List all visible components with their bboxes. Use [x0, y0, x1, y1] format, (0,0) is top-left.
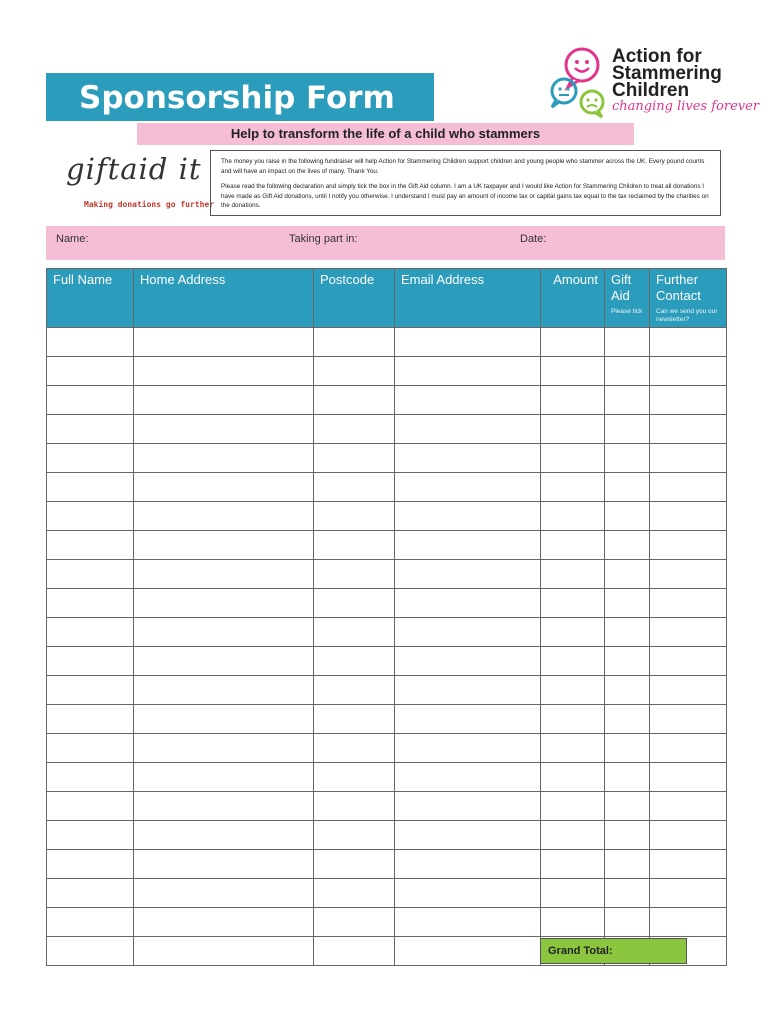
col-full-name: Full Name — [47, 269, 134, 328]
cell-gift-aid[interactable] — [605, 531, 650, 560]
cell-amount[interactable] — [541, 589, 605, 618]
cell-email-address[interactable] — [395, 618, 541, 647]
cell-postcode[interactable] — [314, 328, 395, 357]
cell-full-name[interactable] — [47, 502, 134, 531]
cell-amount[interactable] — [541, 705, 605, 734]
title-banner — [46, 73, 434, 121]
cell-full-name[interactable] — [47, 821, 134, 850]
table-row — [47, 531, 727, 560]
date-label: Date: — [520, 233, 547, 245]
cell-further-contact[interactable] — [650, 792, 727, 821]
cell-full-name[interactable] — [47, 763, 134, 792]
table-row — [47, 357, 727, 386]
cell-full-name[interactable] — [47, 908, 134, 937]
subtitle-banner: Help to transform the life of a child who stammers — [137, 123, 634, 145]
cell-full-name[interactable] — [47, 618, 134, 647]
cell-gift-aid[interactable] — [605, 444, 650, 473]
cell-email-address[interactable] — [395, 531, 541, 560]
cell-gift-aid[interactable] — [605, 386, 650, 415]
cell-amount[interactable] — [541, 676, 605, 705]
cell-full-name[interactable] — [47, 531, 134, 560]
giftaid-wordmark: giftaid it — [66, 152, 202, 186]
col-email-address: Email Address — [395, 269, 541, 328]
cell-amount[interactable] — [541, 618, 605, 647]
cell-email-address[interactable] — [395, 676, 541, 705]
cell-further-contact[interactable] — [650, 502, 727, 531]
cell-further-contact[interactable] — [650, 908, 727, 937]
cell-postcode[interactable] — [314, 618, 395, 647]
cell-full-name[interactable] — [47, 589, 134, 618]
cell-home-address[interactable] — [134, 444, 314, 473]
table-row — [47, 705, 727, 734]
cell-email-address[interactable] — [395, 473, 541, 502]
col-gift-aid: Gift Aid Please tick — [605, 269, 650, 328]
cell-home-address[interactable] — [134, 531, 314, 560]
cell-further-contact[interactable] — [650, 734, 727, 763]
name-label: Name: — [56, 233, 89, 245]
col-further-contact: Further Contact Can we send you our newsletter? — [650, 269, 727, 328]
cell-email-address[interactable] — [395, 444, 541, 473]
cell-further-contact[interactable] — [650, 618, 727, 647]
cell-postcode[interactable] — [314, 705, 395, 734]
giftaid-tagline: Making donations go further — [84, 200, 215, 209]
cell-home-address[interactable] — [134, 879, 314, 908]
cell-postcode[interactable] — [314, 560, 395, 589]
table-row — [47, 821, 727, 850]
cell-full-name[interactable] — [47, 647, 134, 676]
cell-further-contact[interactable] — [650, 705, 727, 734]
cell-gift-aid[interactable] — [605, 647, 650, 676]
cell-gift-aid[interactable] — [605, 734, 650, 763]
col-amount: Amount — [541, 269, 605, 328]
cell-amount[interactable] — [541, 734, 605, 763]
cell-email-address[interactable] — [395, 357, 541, 386]
cell-home-address[interactable] — [134, 647, 314, 676]
cell-home-address[interactable] — [134, 386, 314, 415]
table-row — [47, 850, 727, 879]
table-row — [47, 908, 727, 937]
table-row — [47, 473, 727, 502]
charity-logo — [548, 45, 760, 120]
cell-home-address[interactable] — [134, 763, 314, 792]
cell-further-contact[interactable] — [650, 386, 727, 415]
cell-gift-aid[interactable] — [605, 328, 650, 357]
cell-gift-aid[interactable] — [605, 850, 650, 879]
cell-full-name[interactable] — [47, 879, 134, 908]
declaration-paragraph-1: The money you raise in the following fundraiser will help Action for Stammering Children support children and young people who stammer across the UK. Every pound counts and will have an impact on the lives of many. Thank You. — [221, 158, 705, 175]
giftaid-logo — [62, 152, 215, 214]
cell-full-name[interactable] — [47, 705, 134, 734]
grand-total-cell: Grand Total: — [540, 938, 687, 964]
cell-full-name[interactable] — [47, 937, 134, 966]
cell-further-contact[interactable] — [650, 647, 727, 676]
col-home-address: Home Address — [134, 269, 314, 328]
cell-full-name[interactable] — [47, 560, 134, 589]
table-header-row — [47, 269, 727, 328]
cell-postcode[interactable] — [314, 676, 395, 705]
cell-email-address[interactable] — [395, 589, 541, 618]
cell-postcode[interactable] — [314, 734, 395, 763]
cell-amount[interactable] — [541, 531, 605, 560]
sponsor-info-bar — [46, 226, 725, 260]
cell-full-name[interactable] — [47, 850, 134, 879]
cell-amount[interactable] — [541, 444, 605, 473]
table-row — [47, 444, 727, 473]
cell-further-contact[interactable] — [650, 850, 727, 879]
logo-line-2: Stammering — [612, 63, 722, 84]
cell-postcode[interactable] — [314, 444, 395, 473]
cell-gift-aid[interactable] — [605, 821, 650, 850]
table-row — [47, 734, 727, 763]
cell-email-address[interactable] — [395, 937, 541, 966]
taking-part-label: Taking part in: — [289, 233, 358, 245]
cell-postcode[interactable] — [314, 415, 395, 444]
cell-full-name[interactable] — [47, 444, 134, 473]
cell-postcode[interactable] — [314, 473, 395, 502]
cell-postcode[interactable] — [314, 531, 395, 560]
cell-home-address[interactable] — [134, 705, 314, 734]
cell-amount[interactable] — [541, 908, 605, 937]
cell-amount[interactable] — [541, 560, 605, 589]
cell-amount[interactable] — [541, 357, 605, 386]
table-row — [47, 792, 727, 821]
cell-email-address[interactable] — [395, 763, 541, 792]
cell-email-address[interactable] — [395, 908, 541, 937]
cell-email-address[interactable] — [395, 821, 541, 850]
table-row — [47, 328, 727, 357]
cell-home-address[interactable] — [134, 937, 314, 966]
cell-amount[interactable] — [541, 386, 605, 415]
cell-home-address[interactable] — [134, 734, 314, 763]
cell-amount[interactable] — [541, 502, 605, 531]
cell-gift-aid[interactable] — [605, 908, 650, 937]
cell-further-contact[interactable] — [650, 560, 727, 589]
cell-postcode[interactable] — [314, 937, 395, 966]
cell-amount[interactable] — [541, 473, 605, 502]
cell-further-contact[interactable] — [650, 879, 727, 908]
cell-further-contact[interactable] — [650, 328, 727, 357]
table-row — [47, 618, 727, 647]
cell-postcode[interactable] — [314, 386, 395, 415]
cell-home-address[interactable] — [134, 908, 314, 937]
cell-gift-aid[interactable] — [605, 502, 650, 531]
table-row — [47, 589, 727, 618]
declaration-box — [210, 150, 721, 216]
cell-postcode[interactable] — [314, 357, 395, 386]
table-row — [47, 647, 727, 676]
logo-tagline: changing lives forever — [612, 99, 760, 114]
cell-postcode[interactable] — [314, 879, 395, 908]
cell-further-contact[interactable] — [650, 357, 727, 386]
cell-gift-aid[interactable] — [605, 473, 650, 502]
cell-home-address[interactable] — [134, 328, 314, 357]
cell-gift-aid[interactable] — [605, 589, 650, 618]
cell-full-name[interactable] — [47, 734, 134, 763]
declaration-paragraph-2: Please read the following declaration and simply tick the box in the Gift Aid column. I am a UK taxpayer and I would like Action for Stammering Children to treat all donations I have made as Gift Aid donations, until I notify you otherwise. I understand I must pay an amount of income tax or capital gains tax equal to the tax reclaimed by the charities on the donations. — [221, 183, 709, 209]
speech-bubbles-icon — [548, 45, 610, 120]
cell-home-address[interactable] — [134, 415, 314, 444]
cell-amount[interactable] — [541, 879, 605, 908]
cell-home-address[interactable] — [134, 560, 314, 589]
cell-further-contact[interactable] — [650, 415, 727, 444]
table-row — [47, 386, 727, 415]
gift-aid-hint: Please tick — [611, 308, 643, 315]
cell-email-address[interactable] — [395, 879, 541, 908]
cell-full-name[interactable] — [47, 328, 134, 357]
cell-home-address[interactable] — [134, 792, 314, 821]
further-contact-hint: Can we send you our newsletter? — [656, 308, 718, 323]
cell-amount[interactable] — [541, 763, 605, 792]
col-postcode: Postcode — [314, 269, 395, 328]
cell-postcode[interactable] — [314, 792, 395, 821]
cell-home-address[interactable] — [134, 850, 314, 879]
cell-full-name[interactable] — [47, 792, 134, 821]
cell-further-contact[interactable] — [650, 473, 727, 502]
cell-full-name[interactable] — [47, 676, 134, 705]
cell-postcode[interactable] — [314, 647, 395, 676]
table-row — [47, 676, 727, 705]
cell-home-address[interactable] — [134, 357, 314, 386]
cell-gift-aid[interactable] — [605, 676, 650, 705]
cell-home-address[interactable] — [134, 821, 314, 850]
cell-amount[interactable] — [541, 792, 605, 821]
cell-gift-aid[interactable] — [605, 763, 650, 792]
cell-email-address[interactable] — [395, 415, 541, 444]
cell-amount[interactable] — [541, 821, 605, 850]
cell-amount[interactable] — [541, 415, 605, 444]
table-row — [47, 415, 727, 444]
cell-further-contact[interactable] — [650, 821, 727, 850]
cell-gift-aid[interactable] — [605, 415, 650, 444]
cell-home-address[interactable] — [134, 618, 314, 647]
sponsor-table — [46, 268, 727, 966]
cell-further-contact[interactable] — [650, 444, 727, 473]
cell-email-address[interactable] — [395, 705, 541, 734]
cell-gift-aid[interactable] — [605, 705, 650, 734]
table-row — [47, 560, 727, 589]
cell-home-address[interactable] — [134, 502, 314, 531]
cell-amount[interactable] — [541, 647, 605, 676]
cell-postcode[interactable] — [314, 908, 395, 937]
cell-further-contact[interactable] — [650, 676, 727, 705]
cell-postcode[interactable] — [314, 850, 395, 879]
cell-home-address[interactable] — [134, 676, 314, 705]
cell-postcode[interactable] — [314, 763, 395, 792]
cell-gift-aid[interactable] — [605, 792, 650, 821]
cell-full-name[interactable] — [47, 386, 134, 415]
cell-email-address[interactable] — [395, 560, 541, 589]
cell-gift-aid[interactable] — [605, 879, 650, 908]
cell-email-address[interactable] — [395, 850, 541, 879]
logo-line-3: Children — [612, 80, 690, 101]
cell-home-address[interactable] — [134, 473, 314, 502]
cell-further-contact[interactable] — [650, 531, 727, 560]
cell-email-address[interactable] — [395, 328, 541, 357]
cell-full-name[interactable] — [47, 473, 134, 502]
cell-email-address[interactable] — [395, 734, 541, 763]
table-row — [47, 763, 727, 792]
cell-further-contact[interactable] — [650, 763, 727, 792]
cell-email-address[interactable] — [395, 792, 541, 821]
logo-line-1: Action for — [612, 46, 702, 67]
table-row — [47, 502, 727, 531]
cell-email-address[interactable] — [395, 502, 541, 531]
cell-postcode[interactable] — [314, 821, 395, 850]
cell-postcode[interactable] — [314, 589, 395, 618]
cell-email-address[interactable] — [395, 647, 541, 676]
cell-full-name[interactable] — [47, 415, 134, 444]
table-row — [47, 879, 727, 908]
cell-further-contact[interactable] — [650, 589, 727, 618]
cell-amount[interactable] — [541, 850, 605, 879]
page-title: Sponsorship Form — [79, 80, 395, 116]
cell-gift-aid[interactable] — [605, 357, 650, 386]
cell-full-name[interactable] — [47, 357, 134, 386]
cell-gift-aid[interactable] — [605, 560, 650, 589]
cell-gift-aid[interactable] — [605, 618, 650, 647]
cell-home-address[interactable] — [134, 589, 314, 618]
cell-postcode[interactable] — [314, 502, 395, 531]
cell-amount[interactable] — [541, 328, 605, 357]
cell-email-address[interactable] — [395, 386, 541, 415]
